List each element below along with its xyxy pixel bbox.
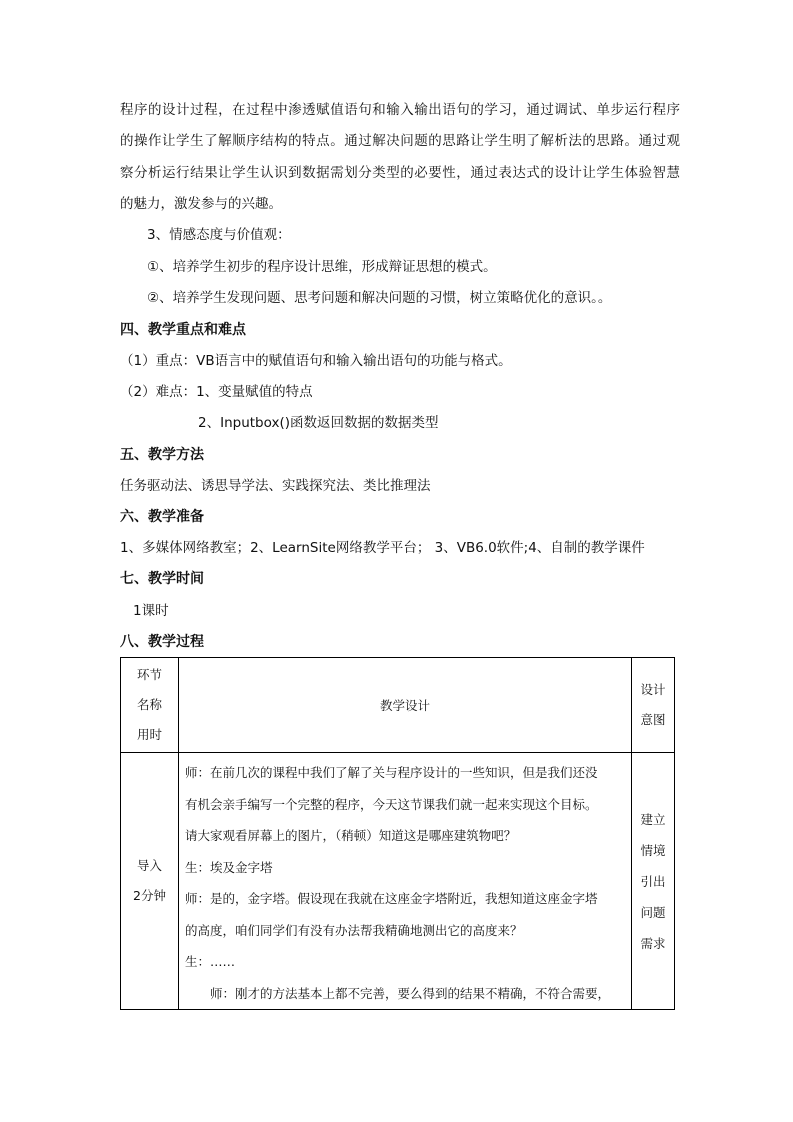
- stage-time: 2分钟: [133, 888, 166, 903]
- difficulty-point: （2）难点：1、变量赋值的特点: [120, 384, 313, 400]
- difficulty-point: 2、Inputbox()函数返回数据的数据类型: [198, 415, 439, 431]
- section-heading: 四、教学重点和难点: [120, 322, 246, 338]
- dialogue-line: 生：埃及金字塔: [185, 859, 273, 875]
- header-intent-label: 设计: [640, 682, 666, 697]
- dialogue-line: 师：是的，金字塔。假设现在我就在这座金字塔附近，我想知道这座金字塔: [185, 891, 598, 906]
- dialogue-line: 的高度，咱们同学们有没有办法帮我精确地测出它的高度来？: [185, 922, 523, 938]
- design-cell: [179, 753, 632, 1010]
- header-stage-label: 名称: [136, 697, 162, 712]
- header-stage-label: 用时: [136, 727, 162, 742]
- dialogue-line: 有机会亲手编写一个完整的程序，今天这节课我们就一起来实现这个目标。: [185, 796, 598, 812]
- dialogue-line: 师：刚才的方法基本上都不完善，要么得到的结果不精确，不符合需要，: [185, 985, 611, 1001]
- table-row: [121, 753, 675, 1010]
- dialogue-line: 师：在前几次的课程中我们了解了关与程序设计的一些知识，但是我们还没: [185, 765, 598, 780]
- section-heading: 六、教学准备: [120, 509, 204, 525]
- intent-text: 建立: [640, 811, 666, 827]
- paragraph-line: 察分析运行结果让学生认识到数据需划分类型的必要性，通过表达式的设计让学生体验智慧: [120, 165, 680, 181]
- methods-text: 任务驱动法、诱思导学法、实践探究法、类比推理法: [120, 478, 431, 494]
- goal3-title: 3、情感态度与价值观：: [147, 227, 291, 243]
- goal3-item: ②、培养学生发现问题、思考问题和解决问题的习惯，树立策略优化的意识。。: [147, 290, 612, 306]
- intent-text: 情境: [640, 842, 666, 858]
- stage-cell: [121, 753, 179, 1010]
- header-design-label: 教学设计: [379, 698, 430, 713]
- preparation-text: 1、多媒体网络教室；2、LearnSite网络教学平台； 3、VB6.0软件;4、自制的教学课件: [120, 540, 645, 556]
- paragraph-line: 的操作让学生了解顺序结构的特点。通过解决问题的思路让学生明了解析法的思路。通过观: [120, 133, 680, 149]
- section-heading: 五、教学方法: [120, 447, 204, 463]
- goal3-item: ①、培养学生初步的程序设计思维，形成辩证思想的模式。: [147, 259, 497, 275]
- paragraph-line: 程序的设计过程，在过程中渗透赋值语句和输入输出语句的学习，通过调试、单步运行程序: [120, 102, 680, 118]
- intent-cell: [632, 753, 675, 1010]
- intent-text: 需求: [640, 935, 666, 951]
- header-stage-label: 环节: [136, 667, 162, 682]
- header-stage-cell: [121, 658, 179, 753]
- dialogue-line: 请大家观看屏幕上的图片，（稍顿）知道这是哪座建筑物吧？: [185, 828, 517, 843]
- dialogue-line: 生：……: [185, 954, 236, 969]
- time-text: 1课时: [133, 603, 169, 619]
- header-intent-label: 意图: [640, 712, 666, 727]
- paragraph-line: 的魅力，激发参与的兴趣。: [120, 196, 282, 212]
- header-intent-cell: [632, 658, 675, 753]
- intent-text: 引出: [640, 873, 666, 889]
- teaching-process-table: [120, 657, 675, 1010]
- header-design-cell: [179, 658, 632, 753]
- intent-text: 问题: [640, 904, 666, 920]
- stage-name: 导入: [136, 858, 162, 873]
- table-header-row: [121, 658, 675, 753]
- section-heading: 七、教学时间: [120, 571, 204, 587]
- section-heading: 八、教学过程: [120, 634, 204, 650]
- key-point: （1）重点：VB语言中的赋值语句和输入输出语句的功能与格式。: [120, 353, 512, 369]
